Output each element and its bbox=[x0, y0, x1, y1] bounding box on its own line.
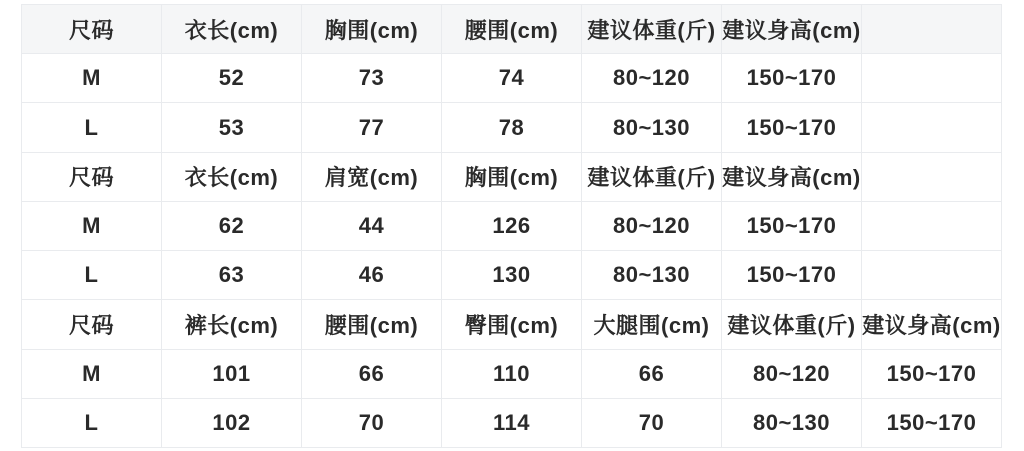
data-cell: 77 bbox=[302, 103, 442, 152]
data-cell: 70 bbox=[582, 398, 722, 447]
data-cell: 66 bbox=[582, 349, 722, 398]
data-cell: L bbox=[22, 251, 162, 300]
header-cell: 肩宽(cm) bbox=[302, 152, 442, 201]
size-chart-table bbox=[21, 4, 1002, 448]
table-header-row bbox=[22, 300, 1002, 349]
data-cell: 126 bbox=[442, 201, 582, 250]
header-cell: 尺码 bbox=[22, 5, 162, 54]
table-data-row bbox=[22, 54, 1002, 103]
data-cell: M bbox=[22, 54, 162, 103]
table-data-row bbox=[22, 349, 1002, 398]
header-cell: 尺码 bbox=[22, 300, 162, 349]
table-header-row bbox=[22, 152, 1002, 201]
data-cell: 150~170 bbox=[862, 398, 1002, 447]
table-data-row bbox=[22, 251, 1002, 300]
size-table-body bbox=[22, 5, 1002, 448]
header-cell: 腰围(cm) bbox=[442, 5, 582, 54]
data-cell: 150~170 bbox=[862, 349, 1002, 398]
data-cell bbox=[862, 201, 1002, 250]
header-cell bbox=[862, 152, 1002, 201]
data-cell: 62 bbox=[162, 201, 302, 250]
data-cell: M bbox=[22, 349, 162, 398]
data-cell: 63 bbox=[162, 251, 302, 300]
data-cell: L bbox=[22, 398, 162, 447]
data-cell: 44 bbox=[302, 201, 442, 250]
header-cell: 臀围(cm) bbox=[442, 300, 582, 349]
data-cell: 46 bbox=[302, 251, 442, 300]
data-cell: 150~170 bbox=[722, 54, 862, 103]
header-cell: 大腿围(cm) bbox=[582, 300, 722, 349]
data-cell: 150~170 bbox=[722, 251, 862, 300]
data-cell bbox=[862, 251, 1002, 300]
data-cell bbox=[862, 54, 1002, 103]
data-cell: 74 bbox=[442, 54, 582, 103]
header-cell: 建议体重(斤) bbox=[582, 5, 722, 54]
header-cell: 胸围(cm) bbox=[442, 152, 582, 201]
header-cell: 腰围(cm) bbox=[302, 300, 442, 349]
data-cell bbox=[862, 103, 1002, 152]
data-cell: 70 bbox=[302, 398, 442, 447]
data-cell: 114 bbox=[442, 398, 582, 447]
header-cell bbox=[862, 5, 1002, 54]
header-cell: 裤长(cm) bbox=[162, 300, 302, 349]
table-data-row bbox=[22, 201, 1002, 250]
data-cell: 102 bbox=[162, 398, 302, 447]
data-cell: 101 bbox=[162, 349, 302, 398]
data-cell: 78 bbox=[442, 103, 582, 152]
data-cell: 80~130 bbox=[582, 103, 722, 152]
header-cell: 建议体重(斤) bbox=[722, 300, 862, 349]
data-cell: 80~120 bbox=[722, 349, 862, 398]
data-cell: 150~170 bbox=[722, 103, 862, 152]
header-cell: 衣长(cm) bbox=[162, 5, 302, 54]
data-cell: M bbox=[22, 201, 162, 250]
data-cell: 73 bbox=[302, 54, 442, 103]
data-cell: 130 bbox=[442, 251, 582, 300]
table-header-row bbox=[22, 5, 1002, 54]
header-cell: 建议身高(cm) bbox=[722, 152, 862, 201]
header-cell: 建议体重(斤) bbox=[582, 152, 722, 201]
data-cell: 80~130 bbox=[582, 251, 722, 300]
data-cell: 80~120 bbox=[582, 54, 722, 103]
data-cell: 80~120 bbox=[582, 201, 722, 250]
data-cell: 80~130 bbox=[722, 398, 862, 447]
header-cell: 尺码 bbox=[22, 152, 162, 201]
data-cell: 53 bbox=[162, 103, 302, 152]
data-cell: L bbox=[22, 103, 162, 152]
data-cell: 150~170 bbox=[722, 201, 862, 250]
header-cell: 衣长(cm) bbox=[162, 152, 302, 201]
table-data-row bbox=[22, 103, 1002, 152]
header-cell: 建议身高(cm) bbox=[722, 5, 862, 54]
table-data-row bbox=[22, 398, 1002, 447]
header-cell: 建议身高(cm) bbox=[862, 300, 1002, 349]
data-cell: 52 bbox=[162, 54, 302, 103]
data-cell: 110 bbox=[442, 349, 582, 398]
header-cell: 胸围(cm) bbox=[302, 5, 442, 54]
data-cell: 66 bbox=[302, 349, 442, 398]
